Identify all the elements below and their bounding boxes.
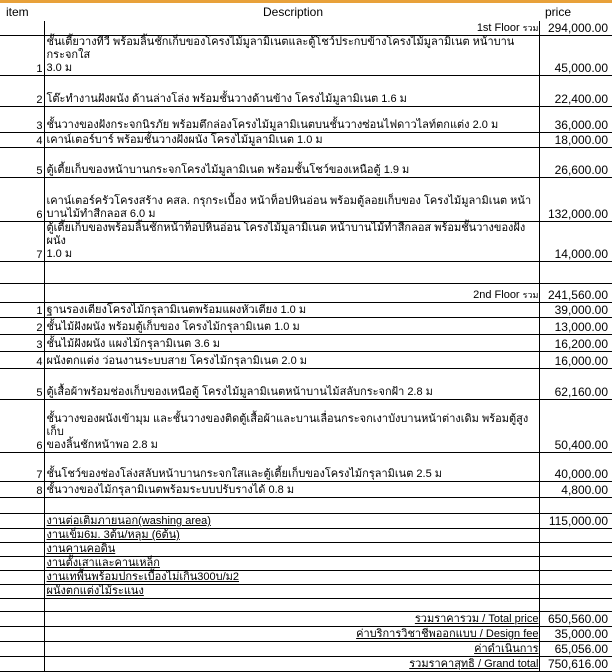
item-no: 3	[0, 107, 44, 133]
table-row	[0, 178, 612, 222]
total-price-label: รวมราคารวม / Total price	[44, 612, 539, 627]
extra-line: งานคานคอดิน	[44, 543, 539, 557]
item-price: 26,600.00	[539, 148, 612, 178]
item-desc: ผนังตกแต่ง ว่อนงานระบบสาย โครงไม้กรุลามิเนต 2.0 ม	[44, 352, 539, 369]
item-price: 40,000.00	[539, 453, 612, 482]
floor-1-label: 1st Floor	[476, 22, 520, 34]
item-price: 16,200.00	[539, 335, 612, 352]
item-desc: โต๊ะทำงานฝังผนัง ด้านล่างโล่ง พร้อมชั้นวางด้านข้าง โครงไม้มูลามิเนต 1.6 ม	[44, 76, 539, 107]
extra-line-row	[0, 529, 612, 543]
table-row	[0, 303, 612, 318]
table-row	[0, 400, 612, 453]
extra-work-title: งานต่อเติมภายนอก(washing area)	[44, 514, 539, 529]
grand-total-label: รวมราคาสุทธิ / Grand total	[44, 657, 539, 672]
floor-1-row	[0, 21, 612, 36]
item-no: 6	[0, 178, 44, 222]
item-desc: ชั้นวางของไม้กรุลามิเนตพร้อมระบบปรับรางได้ 0.8 ม	[44, 482, 539, 498]
item-desc-cont: ของลิ้นชักหน้าพอ 2.8 ม	[46, 439, 158, 451]
table-row	[0, 318, 612, 335]
operation-fee-value: 65,056.00	[539, 642, 612, 657]
floor-1-suffix: รวม	[522, 23, 539, 33]
design-fee-value: 35,000.00	[539, 627, 612, 642]
table-row	[0, 148, 612, 178]
item-desc-cont: 1.0 ม	[46, 248, 73, 260]
table-row	[0, 76, 612, 107]
extra-line: ผนังตกแต่งไม้ระแนง	[44, 585, 539, 599]
floor-1-total: 294,000.00	[539, 21, 612, 36]
spacer-row	[0, 262, 612, 284]
item-desc: เคาน์เตอร์บาร์ พร้อมชั้นวางฝังผนัง โครงไม้มูลามิเนต 1.0 ม	[44, 133, 539, 148]
top-accent-bar	[0, 0, 612, 3]
summary-row	[0, 627, 612, 642]
item-no: 5	[0, 148, 44, 178]
extra-work-row	[0, 514, 612, 529]
item-price: 18,000.00	[539, 133, 612, 148]
table-row	[0, 352, 612, 369]
item-price: 16,000.00	[539, 352, 612, 369]
spacer-row	[0, 599, 612, 612]
table-row	[0, 222, 612, 262]
table-row	[0, 482, 612, 498]
table-row	[0, 107, 612, 133]
item-no: 7	[0, 222, 44, 262]
item-no: 6	[0, 400, 44, 453]
floor-2-total: 241,560.00	[539, 284, 612, 303]
floor-2-suffix: รวม	[522, 290, 539, 300]
item-price: 22,400.00	[539, 76, 612, 107]
item-price: 39,000.00	[539, 303, 612, 318]
summary-row	[0, 612, 612, 627]
item-no: 4	[0, 352, 44, 369]
item-price: 4,800.00	[539, 482, 612, 498]
table-row	[0, 453, 612, 482]
table-row	[0, 335, 612, 352]
extra-line: งานเข็ม6ม. 3ต้น/หลุม (6ต้น)	[44, 529, 539, 543]
item-no: 2	[0, 318, 44, 335]
header-price: price	[545, 5, 572, 19]
extra-line-row	[0, 557, 612, 571]
extra-line: งานเทพื้นพร้อมปกระเบื้องไม่เกิน300บ/ม2	[44, 571, 539, 585]
floor-2-row	[0, 284, 612, 303]
item-desc-cont: 3.0 ม	[46, 62, 73, 74]
item-no: 1	[0, 303, 44, 318]
table-row	[0, 133, 612, 148]
extra-line-row	[0, 571, 612, 585]
extra-line-row	[0, 543, 612, 557]
item-price: 62,160.00	[539, 369, 612, 400]
item-desc: ชั้นเตี้ยวางทีวี พร้อมลิ้นชักเก็บของโครงไม้มูลามิเนตและตู้โชว์ประกบข้างโครงไม้มูลามิเนต หน้าบานกระจกใส	[46, 36, 515, 61]
header-item: item	[6, 5, 29, 19]
item-desc: ชั้นไม้ฝังผนัง พร้อมตู้เก็บของ โครงไม้กรุลามิเนต 1.0 ม	[44, 318, 539, 335]
item-desc: ชั้นโชว์ของช่องโล่งสลับหน้าบานกระจกใสและตู้เตี้ยเก็บของโครงไม้กรุลามิเนต 2.5 ม	[44, 453, 539, 482]
design-fee-label: ค่าบริการวิชาชีพออกแบบ / Design fee	[44, 627, 539, 642]
item-desc: ชั้นวางของฝังกระจกนิรภัย พร้อมตึกล่องโครงไม้มูลามิเนตบนชั้นวางซ่อนไฟดาวไลท์ตกแต่ง 2.0 ม	[44, 107, 539, 133]
item-no: 4	[0, 133, 44, 148]
item-desc: ชั้นวางของผนังเข้ามุม และชั้นวางของติดตู้เสื้อผ้าและบานเลื่อนกระจกเงาบังบานหน้าต่างเดิม พร้อมตู้สูงเก็บ	[46, 413, 529, 438]
item-price: 14,000.00	[539, 222, 612, 262]
summary-row	[0, 657, 612, 672]
floor-2-label: 2nd Floor	[473, 289, 520, 301]
item-price: 13,000.00	[539, 318, 612, 335]
total-price-value: 650,560.00	[539, 612, 612, 627]
spacer-row	[0, 498, 612, 514]
item-no: 2	[0, 76, 44, 107]
operation-fee-label: ค่าดำเนินการ	[44, 642, 539, 657]
item-price: 50,400.00	[539, 400, 612, 453]
extra-line: งานตั้งเสาและคานเหล็ก	[44, 557, 539, 571]
item-desc: ตู้เตี้ยเก็บของหน้าบานกระจกโครงไม้มูลามิเนต พร้อมชั้นโชว์ของเหนือตู้ 1.9 ม	[44, 148, 539, 178]
item-no: 5	[0, 369, 44, 400]
extra-line-row	[0, 585, 612, 599]
extra-work-price: 115,000.00	[539, 514, 612, 529]
table-row	[0, 36, 612, 76]
item-no: 1	[0, 36, 44, 76]
quotation-table	[0, 21, 612, 672]
item-price: 45,000.00	[539, 36, 612, 76]
summary-row	[0, 642, 612, 657]
item-desc: ชั้นไม้ฝังผนัง แผงไม้กรุลามิเนต 3.6 ม	[44, 335, 539, 352]
item-desc: ตู้เสื้อผ้าพร้อมช่องเก็บของเหนือตู้ โครงไม้มูลามิเนตหน้าบานไม้สลับกระจกฝ้า 2.8 ม	[44, 369, 539, 400]
item-desc: เคาน์เตอร์ครัวโครงสร้าง คสล. กรุกระเบื้อง หน้าท็อปหินอ่อน พร้อมตู้ลอยเก็บของ โครงไม้มูลามิเนต หน้า	[46, 195, 532, 207]
item-desc-cont: บานไม้ทำสีกลอส 6.0 ม	[46, 208, 156, 220]
table-row	[0, 369, 612, 400]
item-no: 3	[0, 335, 44, 352]
item-no: 8	[0, 482, 44, 498]
item-desc: ตู้เตี้ยเก็บของพร้อมลิ้นชักหน้าท็อปหินอ่อน โครงไม้มูลามิเนต หน้าบานไม้ทำสีกลอส พร้อมชั้นวางของฝังผนัง	[46, 222, 526, 247]
item-no: 7	[0, 453, 44, 482]
header-description: Description	[262, 5, 324, 19]
table-header	[0, 4, 612, 21]
item-price: 36,000.00	[539, 107, 612, 133]
item-price: 132,000.00	[539, 178, 612, 222]
item-desc: ฐานรองเตียงโครงไม้กรุลามิเนตพร้อมแผงหัวเตียง 1.0 ม	[44, 303, 539, 318]
grand-total-value: 750,616.00	[539, 657, 612, 672]
